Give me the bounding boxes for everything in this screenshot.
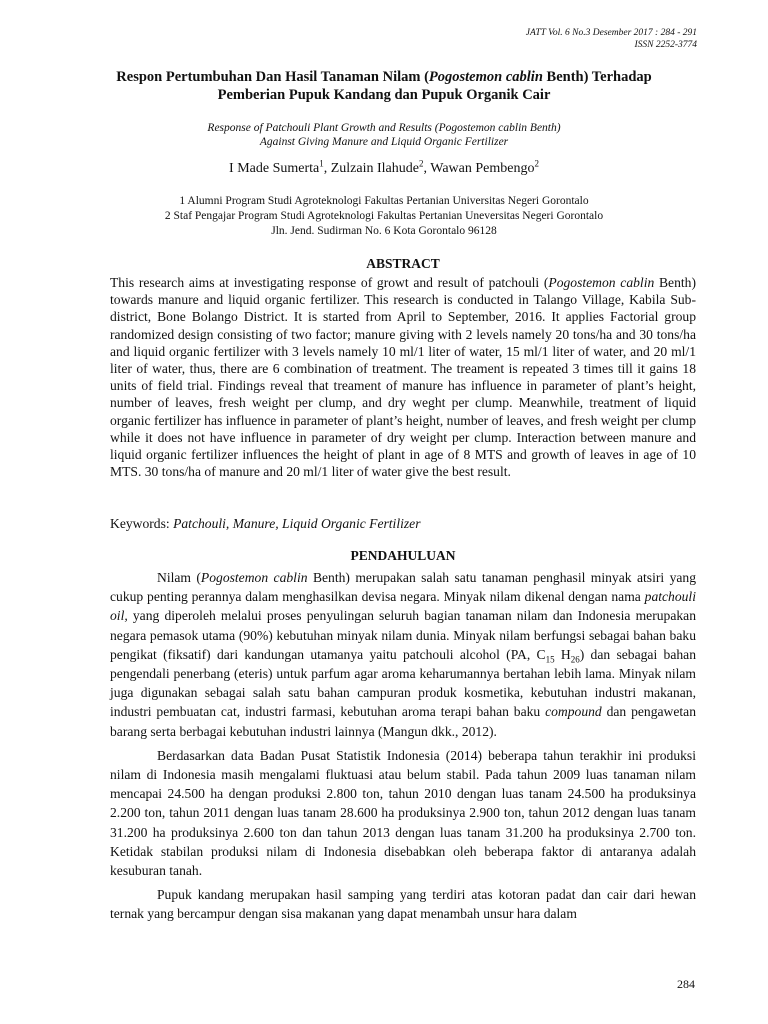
subtitle-line: Against Giving Manure and Liquid Organic Fertilizer: [259, 136, 509, 148]
paper-subtitle: [90, 121, 678, 149]
intro-paragraph: Berdasarkan data Badan Pusat Statistik Indonesia (2014) beberapa tahun terakhir ini produksi nilam di Indonesia masih mengalami fluktuasi atau belum stabil. Pada tahun 2009 luas tanaman nilam mencapai 24.500 ha dengan produksi 2.800 ton, tahun 2010 dengan luas tanam 24.500 ha produksinya 2.200 ton, tahun 2011 dengan luas tanam 28.600 ha produksinya 2.900 ton, tahun 2012 dengan luas tanam 31.200 ha produksinya 2.600 ton dan tahun 2013 dengan luas tanam 31.200 ha produksinya 2.700 ton. Ketidak stabilan produksi nilam di Indonesia disebabkan oleh beberapa faktor di antaranya adalah kesuburan tanah.: [110, 747, 696, 879]
term-italic: patchouli oil,: [110, 589, 696, 624]
text-run: Nilam (: [157, 570, 201, 585]
text-run: yang diperoleh melalui proses penyulingan seluruh bagian tanaman nilam dan Indonesia merupakan negara pemasok utama (90%) kebutuhan minyak nilam dunia. Minyak nilam berfungsi sebagai bahan baku pengikat (fiksatif) dari kandungan utamanya yaitu patchouli alcohol (PA, C: [110, 608, 696, 662]
author-mark: 2: [418, 158, 424, 169]
subscript: 15: [545, 654, 555, 665]
term-italic: compound: [545, 704, 602, 720]
intro-paragraph: Pupuk kandang merupakan hasil samping yang terdiri atas kotoran padat dan cair dari hewan ternak yang bercampur dengan sisa makanan yang dapat menambah unsur hara dalam: [110, 887, 696, 922]
author-name: Zulzain Ilahude: [330, 161, 419, 176]
title-text-end: Benth) Terhadap Pemberian Pupuk Kandang dan Pupuk Organik Cair: [217, 69, 652, 103]
journal-issn: ISSN 2252-3774: [634, 40, 697, 50]
abstract-species: Pogostemon cablin: [548, 275, 655, 290]
affiliation-line: 2 Staf Pengajar Program Studi Agroteknologi Fakultas Pertanian Uneversitas Negeri Gorontalo: [164, 210, 604, 222]
affiliation-line: 1 Alumni Program Studi Agroteknologi Fakultas Pertanian Universitas Negeri Gorontalo: [179, 195, 589, 207]
species-name: Pogostemon cablin: [200, 570, 308, 585]
keywords-value: Patchouli, Manure, Liquid Organic Fertilizer: [173, 516, 421, 531]
title-species: Pogostemon cablin: [428, 69, 543, 85]
journal-citation: JATT Vol. 6 No.3 Desember 2017 : 284 - 291: [525, 28, 697, 38]
page-number: 284: [677, 977, 695, 991]
subscript: 26: [570, 654, 580, 665]
keywords-label: Keywords:: [110, 516, 174, 531]
abstract-body: [110, 274, 696, 480]
paper-title: [90, 68, 678, 104]
intro-body: [110, 568, 696, 924]
keywords: [110, 515, 696, 532]
title-text: Respon Pertumbuhan Dan Hasil Tanaman Nilam (: [116, 69, 429, 85]
text-run: H: [554, 646, 571, 662]
text-run: dan pengawetan barang serta berbagai kebutuhan industri lainnya (Mangun dkk., 2012).: [110, 704, 696, 739]
author-mark: 2: [534, 158, 539, 169]
abstract-text-end: Benth) towards manure and liquid organic fertilizer. This research is conducted in Talango Village, Kabila Sub-district, Bone Bolango District. It is started from April to September, 2016. It applies Factorial group randomized design consisting of two factor; manure giving with 2 levels namely 20 tons/ha and 30 tons/ha and liquid organic fertilizer with 3 levels namely 10 ml/1 liter of water, 15 ml/1 liter of water, and 20 ml/1 liter of water, thus, there are 6 combination of treatment. The treament is repeated 3 times till it gains 18 units of field trial. Findings reveal that treament of manure has influence in parameter of plant’s height, number of leaves, fresh weight per clump, and dry weght per clump. Meanwhile, treatment of liquid organic fertilizer has influence in parameter of plant’s height, number of leaves, and fresh weight per clump while it does not have influence in parameter of dry weight per clump. Interaction between manure and liquid organic fertilizer influences the height of plant in age of 8 MTS and growth of leaves in age of 10 MTS. 30 tons/ha of manure and 20 ml/1 liter of water give the best result.: [110, 275, 696, 480]
subtitle-line: Response of Patchouli Plant Growth and Results (Pogostemon cablin Benth): [207, 122, 561, 134]
author-mark: 1: [319, 158, 324, 169]
abstract-heading: ABSTRACT: [366, 256, 440, 271]
text-run: ) dan sebagai bahan pengendali penerbang (eteris) untuk parfum agar aroma keharumannya bertahan lebih lama. Minyak nilam juga digunakan sebagai salah satu bahan campuran produk kosmetika, kebutuhan industri makanan, industri pembuatan cat, industri farmasi, kebutuhan aroma terapi bahan baku: [110, 646, 696, 720]
journal-header: [526, 27, 697, 51]
text-run: Benth) merupakan salah satu tanaman penghasil minyak atsiri yang cukup penting perannya dalam menghasilkan devisa negara. Minyak nilam dikenal dengan nama: [110, 570, 696, 605]
affiliations: [90, 194, 678, 239]
abstract-text: This research aims at investigating response of growt and result of patchouli (: [110, 275, 549, 290]
author-name: I Made Sumerta: [229, 161, 320, 176]
author-list: I Made Sumerta$^1$, Zulzain Ilahude$^2$, Wawan Pembengo$^2$: [229, 158, 539, 176]
intro-paragraph: [110, 568, 696, 741]
intro-heading: PENDAHULUAN: [350, 548, 456, 563]
author-name: Wawan Pembengo: [430, 161, 535, 176]
affiliation-line: Jln. Jend. Sudirman No. 6 Kota Gorontalo 96128: [271, 225, 497, 237]
